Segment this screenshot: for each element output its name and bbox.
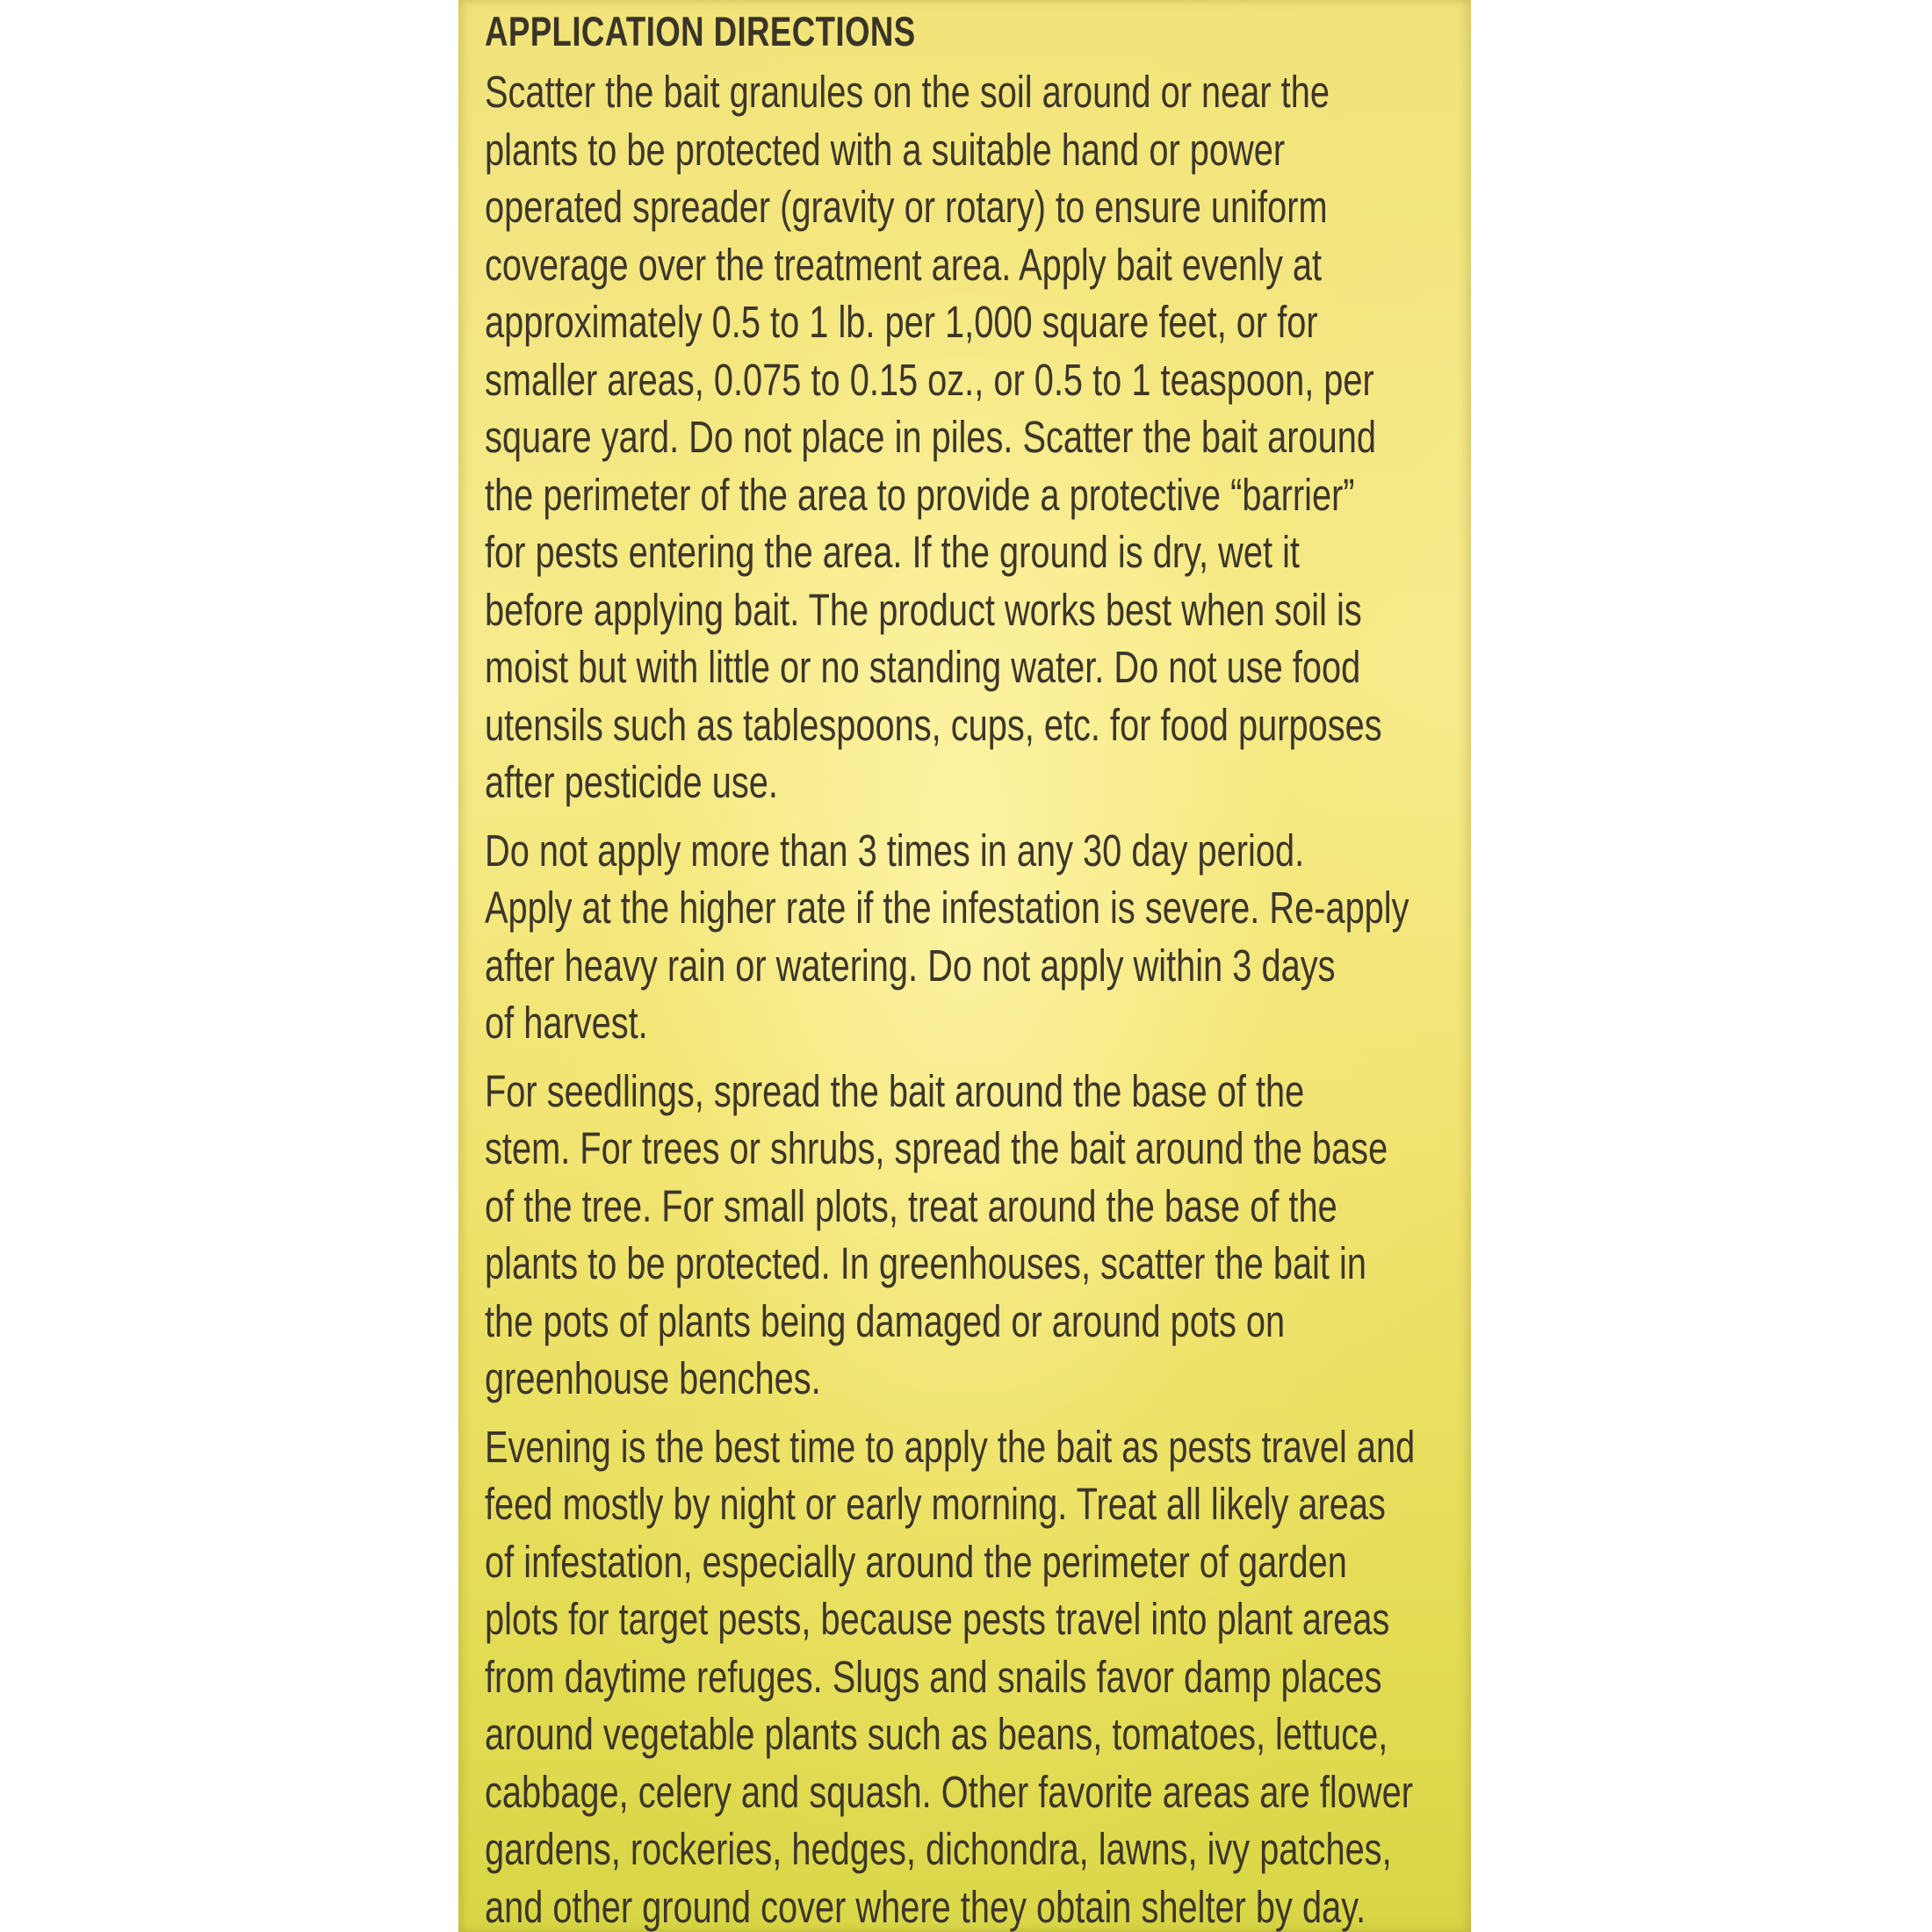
text-line: Apply at the higher rate if the infestation is severe. Re-apply [485,883,1409,933]
text-line: Do not apply more than 3 times in any 30 day period. [485,825,1305,876]
text-line: smaller areas, 0.075 to 0.15 oz., or 0.5 to 1 teaspoon, per [485,354,1374,405]
text-line: For seedlings, spread the bait around the base of the [485,1065,1305,1116]
text-line: plants to be protected. In greenhouses, scatter the bait in [485,1238,1366,1288]
text-line: of the tree. For small plots, treat around the base of the [485,1180,1337,1231]
product-label-panel [458,0,1471,1932]
text-line: stem. For trees or shrubs, spread the bait around the base [485,1123,1388,1173]
paragraph-4 [485,1418,1464,1932]
text-line: the perimeter of the area to provide a protective “barrier” [485,469,1355,520]
text-line: approximately 0.5 to 1 lb. per 1,000 square feet, or for [485,297,1318,347]
text-line: after pesticide use. [485,757,778,807]
text-line: after heavy rain or watering. Do not apply within 3 days [485,940,1336,991]
section-heading: APPLICATION DIRECTIONS [485,8,916,54]
text-line: Evening is the best time to apply the bait as pests travel and [485,1421,1416,1472]
paragraph-3 [485,1063,1464,1408]
text-line: for pests entering the area. If the ground is dry, wet it [485,527,1300,577]
text-line: of harvest. [485,998,648,1048]
text-line: and other ground cover where they obtain shelter by day. [485,1881,1366,1932]
text-line: feed mostly by night or early morning. Treat all likely areas [485,1479,1386,1529]
paragraph-1 [485,63,1464,811]
text-line: from daytime refuges. Slugs and snails favor damp places [485,1651,1382,1702]
text-line: plants to be protected with a suitable hand or power [485,124,1286,175]
text-line: square yard. Do not place in piles. Scatter the bait around [485,412,1376,462]
text-line: operated spreader (gravity or rotary) to ensure uniform [485,182,1328,232]
text-line: coverage over the treatment area. Apply bait evenly at [485,239,1323,290]
text-line: gardens, rockeries, hedges, dichondra, lawns, ivy patches, [485,1824,1392,1874]
text-line: of infestation, especially around the perimeter of garden [485,1536,1347,1587]
text-line: the pots of plants being damaged or around pots on [485,1295,1286,1346]
text-line: cabbage, celery and squash. Other favorite areas are flower [485,1766,1413,1817]
directions-text-block [485,5,1416,1932]
text-line: utensils such as tablespoons, cups, etc. for food purposes [485,699,1382,750]
paragraph-2 [485,822,1464,1052]
text-line: around vegetable plants such as beans, tomatoes, lettuce, [485,1709,1388,1759]
text-line: greenhouse benches. [485,1353,821,1403]
text-line: before applying bait. The product works best when soil is [485,584,1362,635]
text-line: plots for target pests, because pests travel into plant areas [485,1594,1390,1644]
text-line: moist but with little or no standing water. Do not use food [485,642,1361,692]
text-line: Scatter the bait granules on the soil around or near the [485,67,1330,117]
